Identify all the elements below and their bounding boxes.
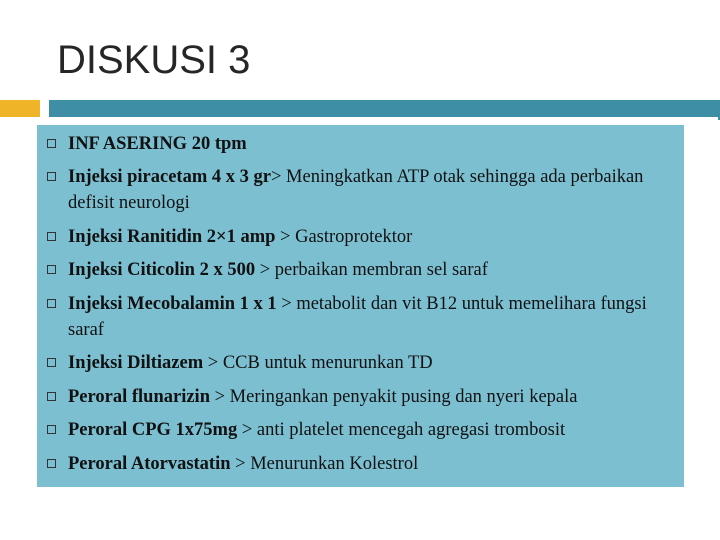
item-drug: INF ASERING 20 tpm (68, 134, 247, 154)
accent-bar-orange (0, 100, 40, 117)
square-bullet-icon (47, 139, 56, 148)
item-drug: Peroral CPG 1x75mg (68, 420, 238, 440)
item-note: > metabolit dan vit B12 untuk memelihara fungsi saraf (68, 294, 647, 340)
item-note: > Meringankan penyakit pusing dan nyeri kepala (209, 387, 578, 407)
item-note: > perbaikan membran sel saraf (255, 260, 488, 280)
square-bullet-icon (47, 172, 56, 181)
item-note: > CCB untuk menurunkan TD (203, 353, 433, 373)
item-drug: Injeksi Mecobalamin 1 x 1 (68, 294, 277, 314)
content-panel (37, 125, 684, 487)
square-bullet-icon (47, 265, 56, 274)
square-bullet-icon (47, 425, 56, 434)
item-note: > anti platelet mencegah agregasi trombosit (237, 420, 566, 440)
slide-title: DISKUSI 3 (57, 38, 251, 82)
item-drug: Injeksi Citicolin 2 x 500 (68, 260, 256, 280)
item-drug: Peroral flunarizin (68, 387, 210, 407)
square-bullet-icon (47, 358, 56, 367)
square-bullet-icon (47, 459, 56, 468)
item-note: > Menurunkan Kolestrol (230, 454, 419, 474)
item-note: > Meningkatkan ATP otak sehingga ada perbaikan defisit neurologi (68, 167, 644, 213)
square-bullet-icon (47, 232, 56, 241)
item-drug: Injeksi Diltiazem (68, 353, 204, 373)
item-drug: Injeksi piracetam 4 x 3 gr (68, 167, 271, 187)
accent-bar-teal (49, 100, 720, 117)
item-drug: Peroral Atorvastatin (68, 454, 231, 474)
item-note: > Gastroprotektor (275, 227, 413, 247)
square-bullet-icon (47, 392, 56, 401)
square-bullet-icon (47, 299, 56, 308)
item-drug: Injeksi Ranitidin 2×1 amp (68, 227, 276, 247)
